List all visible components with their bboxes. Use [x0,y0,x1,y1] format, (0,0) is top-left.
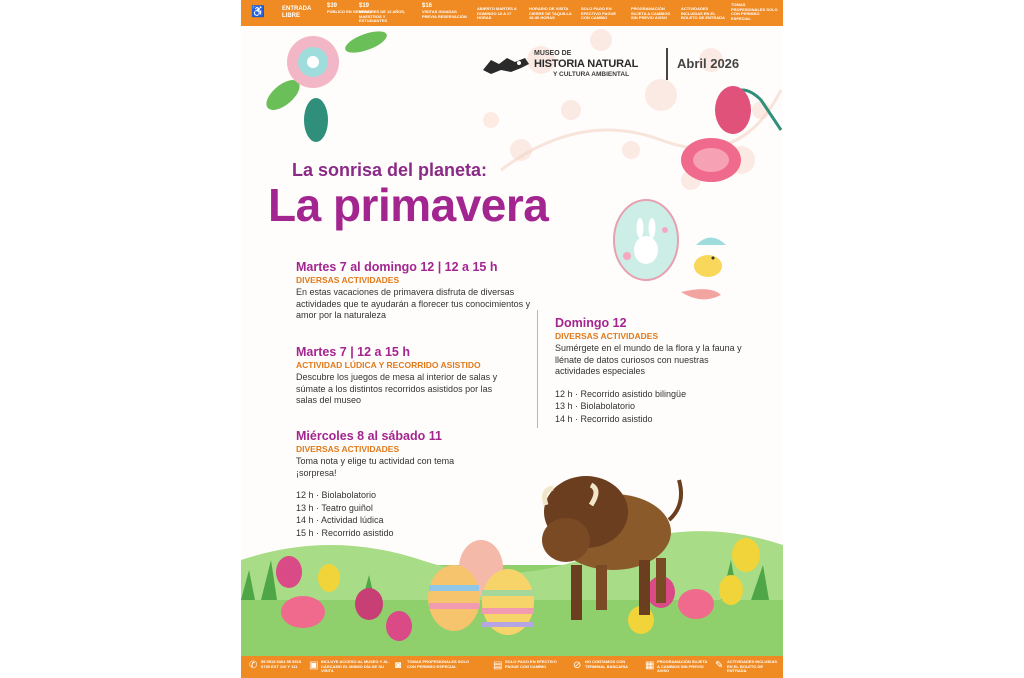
event-block [296,429,471,539]
event-activity: DIVERSAS ACTIVIDADES [296,444,400,454]
schedule-item: 13 h · Teatro guiñol [296,502,373,513]
schedule-item: 14 h · Recorrido asistido [555,413,653,424]
bottom-bar-item: TOMAS PROFESIONALES SOLO CON PERMISO ESPECIAL [407,659,470,669]
chick-icon [681,238,726,300]
fossil-logo-icon [481,54,531,76]
event-schedule [296,489,471,539]
top-info-bar [241,0,783,26]
page-subtitle: La sonrisa del planeta: [292,160,488,180]
event-activity: DIVERSAS ACTIVIDADES [296,275,400,285]
museum-name-line3: Y CULTURA AMBIENTAL [553,71,630,78]
bottom-bar-item: INCLUYE ACCESO AL MUSEO Y AL CÁRCAMO EL MISMO DÍA DE SU VISITA [321,659,389,673]
no-card-icon: ⊘ [573,660,582,671]
schedule-item: 12 h · Recorrido asistido bilingüe [555,388,687,399]
bottom-info-bar [241,656,783,678]
poster [241,0,783,678]
museum-name-line2: HISTORIA NATURAL [534,58,639,70]
month-label: Abril 2026 [677,56,740,71]
top-bar-item: TOMAS PROFESIONALES SOLO CON PERMISO ESPECIAL [731,2,778,21]
museum-name-line1: MUSEO DE [534,50,572,57]
top-bar-item: HORARIO DE VISITA CIERRE DE TAQUILLA 16:30 HORAS [529,6,572,21]
schedule-item: 15 h · Recorrido asistido [296,527,394,538]
event-description: En estas vacaciones de primavera disfruta de diversas actividades que te ayudarán a florecer tus conocimientos y amor por la naturaleza [296,287,531,320]
bottom-bar-item: SOLO PAGO EN EFECTIVO PAGUE CON CAMBIO [505,659,557,669]
event-description: Toma nota y elige tu actividad con tema ¡sorpresa! [296,456,455,478]
tulip-icon [681,86,781,182]
bottom-bar-item: NO CONTAMOS CON TERMINAL BANCARIA [585,659,629,669]
top-bar-item: $16 VISITAS GUIADAS PREVIA RESERVACIÓN [422,3,467,19]
top-bar-item: PROGRAMACIÓN SUJETA A CAMBIOS SIN PREVIO AVISO [631,6,671,21]
bottom-bar-item: PROGRAMACIÓN SUJETA A CAMBIOS SIN PREVIO AVISO [657,659,708,673]
top-bar-item: $39 PÚBLICO EN GENERAL [327,3,373,14]
event-date: Martes 7 al domingo 12 | 12 a 15 h [296,260,498,274]
ticket-icon: ▣ [309,660,319,671]
top-bar-item: SOLO PAGO EN EFECTIVO PAGUE CON CAMBIO [581,6,617,21]
event-activity: DIVERSAS ACTIVIDADES [555,331,659,341]
schedule-item: 14 h · Actividad lúdica [296,515,384,525]
pencil-icon: ✎ [715,660,724,671]
bunny-egg-icon [614,200,678,280]
top-bar-item: $19 MENORES DE 12 AÑOS, MAESTROS Y ESTUDIANTES [359,3,406,24]
top-bar-item: ACTIVIDADES INCLUIDAS EN EL BOLETO DE ENTRADA [681,6,725,21]
event-date: Martes 7 | 12 a 15 h [296,345,410,359]
event-date: Miércoles 8 al sábado 11 [296,429,442,443]
bottom-bar-item: ACTIVIDADES INCLUIDAS EN EL BOLETO DE ENTRADA [727,659,778,673]
schedule-item: 12 h · Biolabolatorio [296,490,377,500]
event-description: Sumérgete en el mundo de la flora y la fauna y llénate de datos curiosos con nuestras actividades especiales [555,343,742,376]
event-block [296,345,511,407]
event-date: Domingo 12 [555,316,627,330]
cash-icon: ▤ [493,660,503,671]
page-title: La primavera [268,179,549,231]
top-bar-item: ABIERTO MARTES A DOMINGO 10 A 17 HORAS [477,6,517,21]
phone-icon: ✆ [249,660,258,671]
event-activity: ACTIVIDAD LÚDICA Y RECORRIDO ASISTIDO [296,360,481,370]
calendar-icon: ▦ [645,660,655,671]
bottom-bar-item: 55 5515 6304 55 5515 0739 EXT 110 Y 111 [261,659,302,669]
event-block [296,260,546,322]
event-block [555,316,745,425]
camera-icon: ◙ [395,660,402,671]
schedule-item: 13 h · Biolabolatorio [555,401,636,411]
event-description: Descubre los juegos de mesa al interior de salas y súmate a los distintos recorridos asistidos por las salas del museo [296,372,498,405]
accessibility-icon: ♿ [251,6,265,18]
free-entry-label: ENTRADA LIBRE [282,6,312,19]
column-divider [537,310,538,428]
flower-icon [261,27,389,142]
logo-divider [666,48,668,80]
event-schedule [555,388,745,426]
